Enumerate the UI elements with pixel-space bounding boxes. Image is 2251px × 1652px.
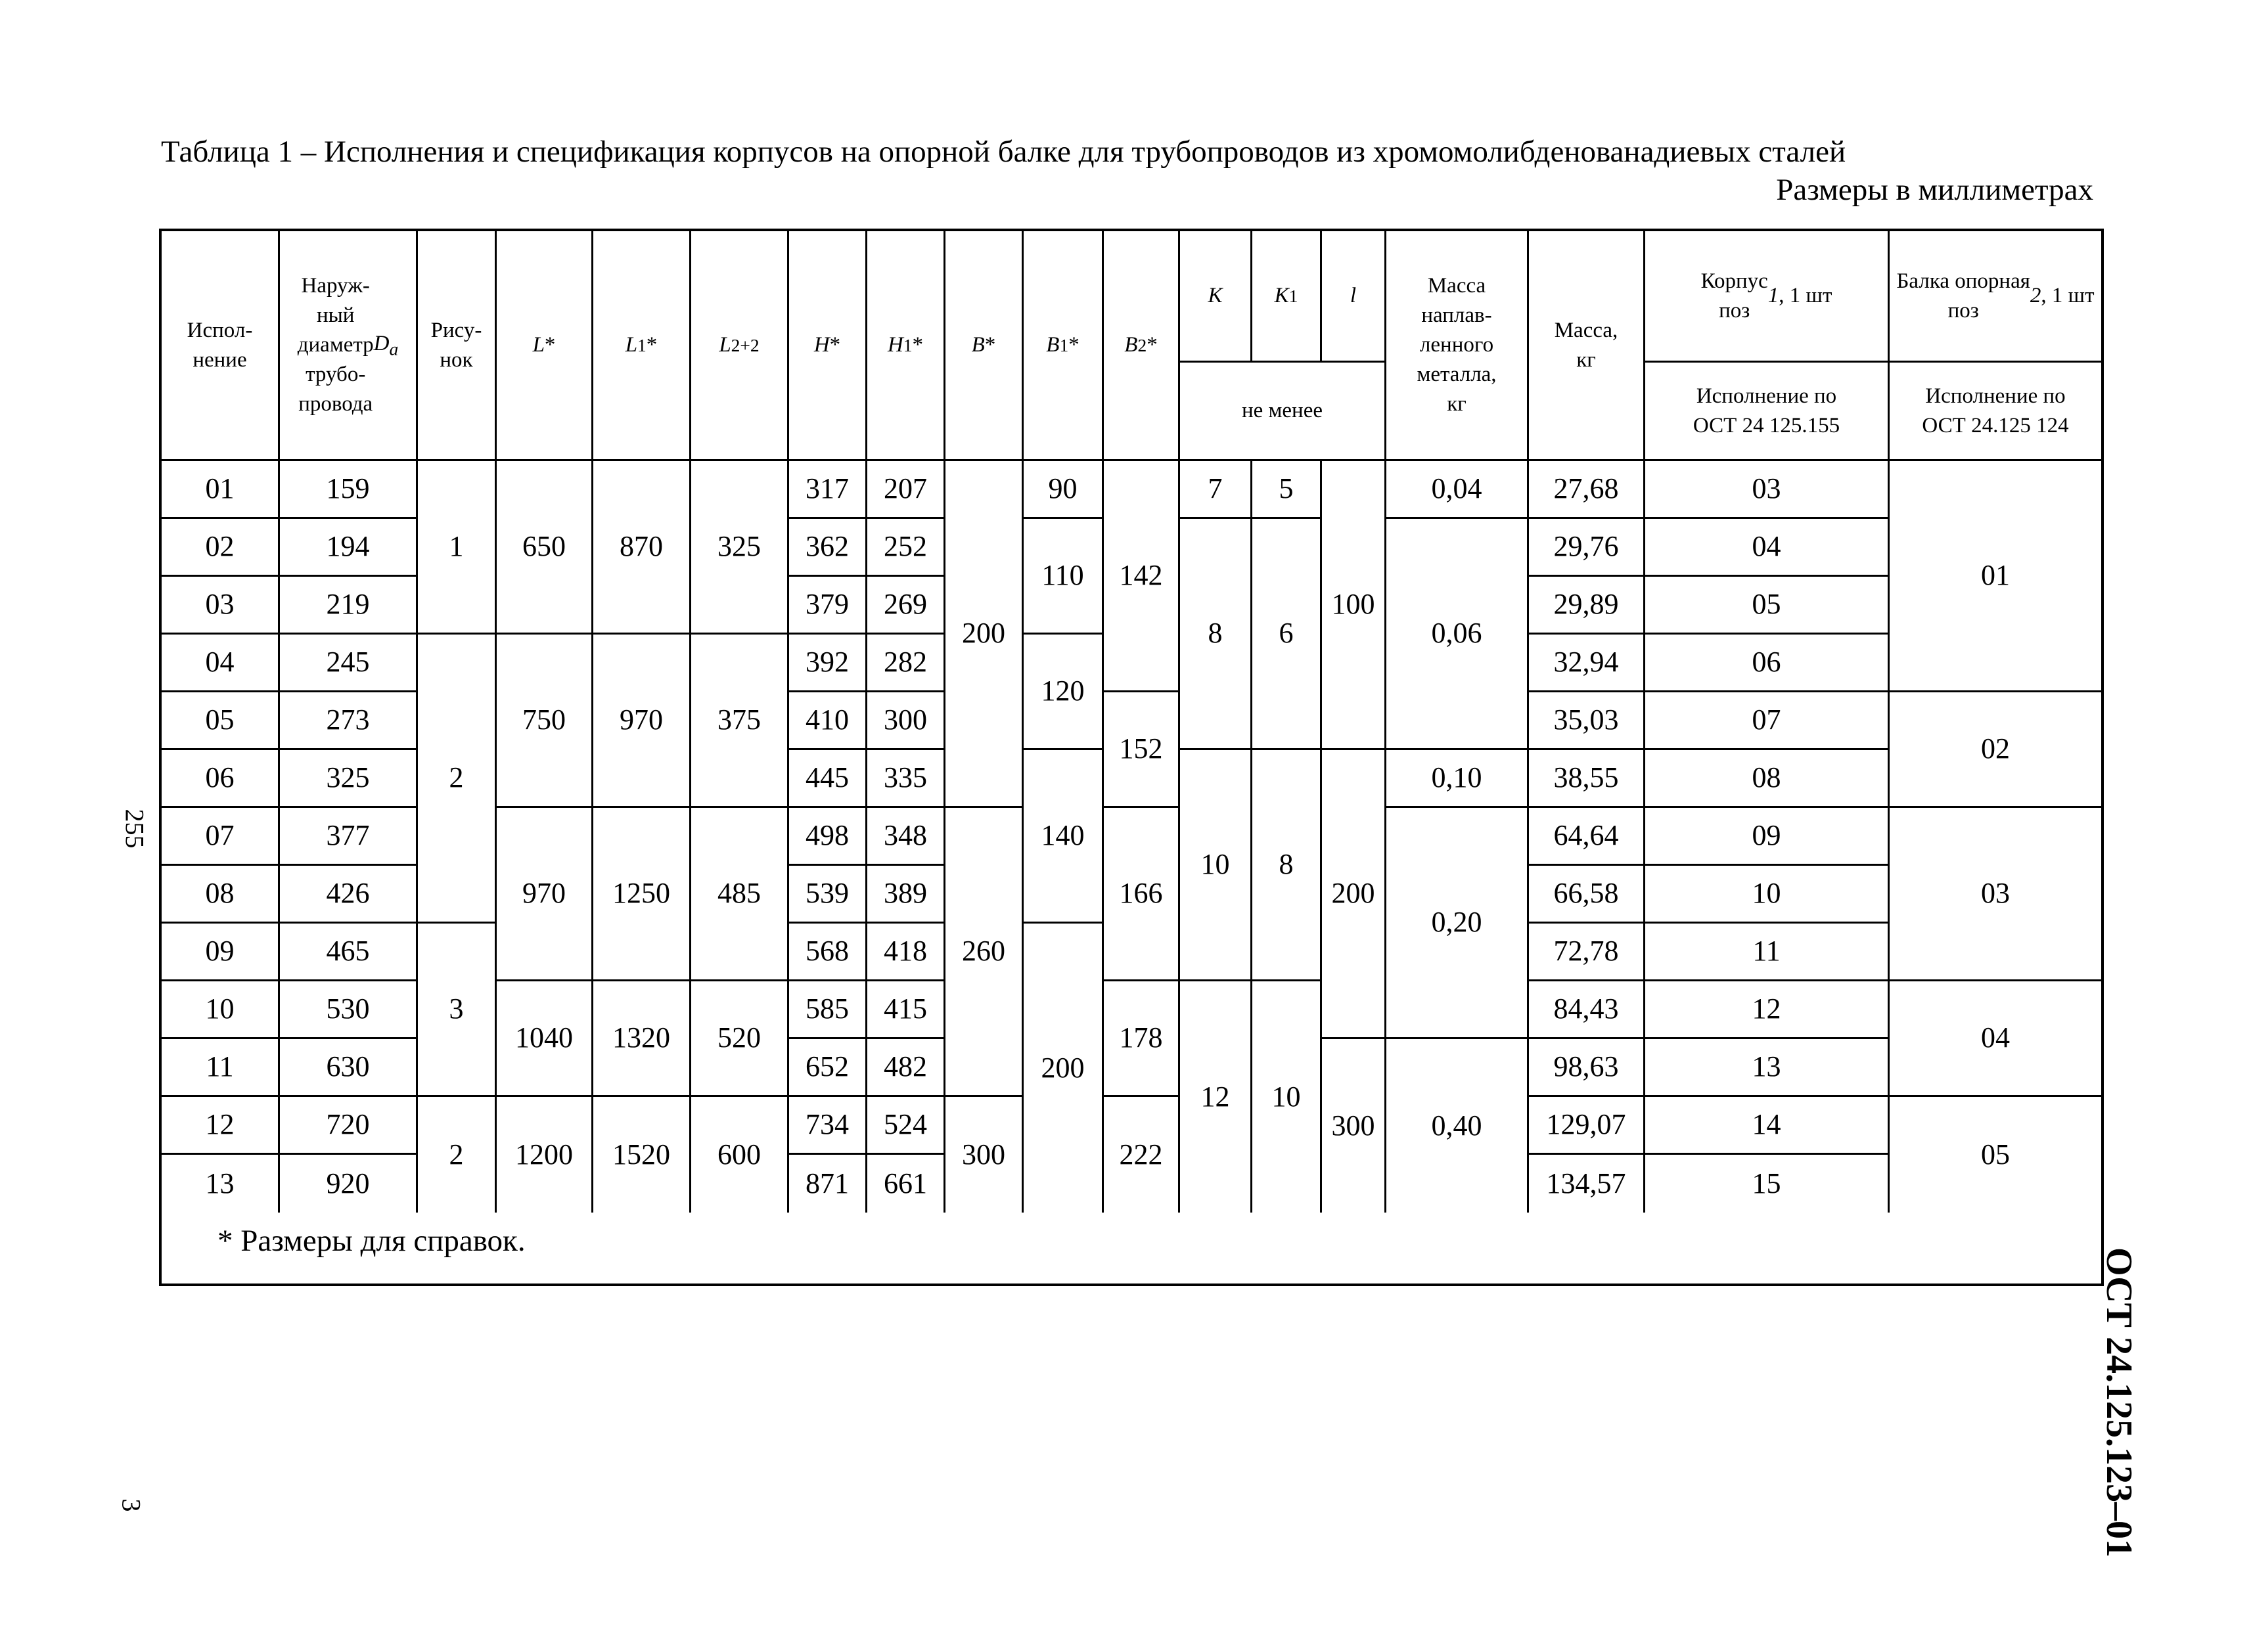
header-H: H *	[789, 231, 867, 461]
cell-ispolnenie: 11	[162, 1039, 280, 1097]
header-H1: H 1 *	[867, 231, 945, 461]
cell-L2: 375	[691, 635, 789, 808]
cell-massa-naplav: 0,04	[1386, 461, 1529, 519]
cell-massa: 29,76	[1529, 519, 1645, 577]
cell-korpus: 06	[1645, 635, 1890, 692]
header-balka: Балка опорная поз 2 , 1 шт	[1890, 231, 2101, 363]
cell-L2: 325	[691, 461, 789, 635]
cell-H: 379	[789, 577, 867, 635]
cell-korpus: 14	[1645, 1097, 1890, 1155]
header-K: K	[1180, 231, 1252, 363]
cell-diameter: 720	[280, 1097, 418, 1155]
cell-massa: 72,78	[1529, 924, 1645, 981]
cell-B1: 120	[1024, 635, 1104, 750]
cell-diameter: 920	[280, 1155, 418, 1213]
header-diameter: Наруж- ный диаметр трубо- провода $D_a$	[280, 231, 418, 461]
cell-H: 445	[789, 750, 867, 808]
cell-diameter: 377	[280, 808, 418, 866]
cell-risunok: 2	[418, 635, 497, 924]
cell-H1: 418	[867, 924, 945, 981]
cell-H: 410	[789, 692, 867, 750]
cell-L2: 485	[691, 808, 789, 981]
cell-H1: 348	[867, 808, 945, 866]
cell-massa: 27,68	[1529, 461, 1645, 519]
cell-korpus: 10	[1645, 866, 1890, 924]
cell-balka: 04	[1890, 981, 2101, 1097]
cell-H1: 282	[867, 635, 945, 692]
cell-massa: 32,94	[1529, 635, 1645, 692]
units-caption: Размеры в миллиметрах	[1776, 173, 2093, 207]
table-cells	[162, 231, 2101, 1284]
cell-L1: 870	[593, 461, 691, 635]
cell-korpus: 07	[1645, 692, 1890, 750]
cell-massa-naplav: 0,06	[1386, 519, 1529, 750]
cell-B1: 200	[1024, 924, 1104, 1213]
cell-ispolnenie: 02	[162, 519, 280, 577]
cell-B2: 166	[1104, 808, 1180, 981]
header-risunok: Рису- нок	[418, 231, 497, 461]
header-balka-sub: Исполнение по ОСТ 24.125 124	[1890, 363, 2101, 461]
cell-korpus: 08	[1645, 750, 1890, 808]
cell-H1: 661	[867, 1155, 945, 1213]
cell-korpus: 05	[1645, 577, 1890, 635]
cell-korpus: 04	[1645, 519, 1890, 577]
header-ne-menee: не менее	[1180, 363, 1386, 461]
cell-H: 362	[789, 519, 867, 577]
cell-B2: 222	[1104, 1097, 1180, 1213]
cell-korpus: 11	[1645, 924, 1890, 981]
header-korpus: Корпус поз 1 , 1 шт	[1645, 231, 1890, 363]
cell-L: 650	[497, 461, 593, 635]
cell-ispolnenie: 03	[162, 577, 280, 635]
cell-ispolnenie: 13	[162, 1155, 280, 1213]
cell-balka: 05	[1981, 1138, 2010, 1171]
cell-H1: 300	[867, 692, 945, 750]
cell-K1: 8	[1252, 750, 1322, 981]
cell-H1: 389	[867, 866, 945, 924]
cell-balka: 01	[1890, 461, 2101, 692]
cell-H: 317	[789, 461, 867, 519]
cell-risunok: 3	[418, 924, 497, 1097]
cell-l: 300	[1322, 1039, 1386, 1213]
cell-korpus: 15	[1645, 1155, 1890, 1213]
cell-ispolnenie: 09	[162, 924, 280, 981]
cell-H: 498	[789, 808, 867, 866]
header-massa: Масса, кг	[1529, 231, 1645, 461]
cell-L: 1200	[497, 1097, 593, 1213]
cell-B1: 110	[1024, 519, 1104, 635]
cell-K1: 5	[1252, 461, 1322, 519]
header-l: l	[1322, 231, 1386, 363]
cell-H1: 252	[867, 519, 945, 577]
cell-balka: 03	[1890, 808, 2101, 981]
cell-korpus: 03	[1645, 461, 1890, 519]
cell-l: 200	[1322, 750, 1386, 1039]
cell-massa: 84,43	[1529, 981, 1645, 1039]
footnote: * Размеры для справок.	[217, 1224, 526, 1258]
cell-massa: 134,57	[1529, 1155, 1645, 1213]
table-title: Таблица 1 – Исполнения и спецификация корпусов на опорной балке для трубопроводов из хромомолибденованадиевых сталей	[161, 135, 1846, 169]
cell-H1: 269	[867, 577, 945, 635]
cell-massa: 64,64	[1529, 808, 1645, 866]
cell-massa-naplav: 0,10	[1386, 750, 1529, 808]
cell-korpus: 09	[1645, 808, 1890, 866]
cell-H: 568	[789, 924, 867, 981]
cell-H1: 415	[867, 981, 945, 1039]
cell-B: 300	[945, 1097, 1024, 1213]
cell-H: 734	[789, 1097, 867, 1155]
document-code: ОСТ 24.125.123–01	[2099, 1247, 2139, 1558]
cell-H: 652	[789, 1039, 867, 1097]
header-korpus-sub: Исполнение по ОСТ 24 125.155	[1645, 363, 1890, 461]
cell-H: 539	[789, 866, 867, 924]
header-K1: K 1	[1252, 231, 1322, 363]
cell-H: 392	[789, 635, 867, 692]
cell-H1: 482	[867, 1039, 945, 1097]
cell-B: 200	[945, 461, 1024, 808]
cell-massa-naplav: 0,40	[1386, 1039, 1529, 1213]
cell-K1: 10	[1252, 981, 1322, 1213]
cell-H1: 335	[867, 750, 945, 808]
cell-ispolnenie: 08	[162, 866, 280, 924]
cell-B2: 142	[1104, 461, 1180, 692]
cell-B1: 140	[1024, 750, 1104, 924]
cell-H1: 524	[867, 1097, 945, 1155]
specification-table	[159, 229, 2104, 1286]
cell-massa: 98,63	[1529, 1039, 1645, 1097]
cell-L2: 600	[691, 1097, 789, 1213]
cell-balka: 02	[1890, 692, 2101, 808]
cell-diameter: 426	[280, 866, 418, 924]
cell-B2: 178	[1104, 981, 1180, 1097]
cell-L: 970	[497, 808, 593, 981]
cell-ispolnenie: 10	[162, 981, 280, 1039]
header-B1: B 1 *	[1024, 231, 1104, 461]
cell-ispolnenie: 07	[162, 808, 280, 866]
cell-B2: 152	[1104, 692, 1180, 808]
cell-massa: 38,55	[1529, 750, 1645, 808]
cell-diameter: 465	[280, 924, 418, 981]
cell-B1: 90	[1024, 461, 1104, 519]
cell-ispolnenie: 05	[162, 692, 280, 750]
cell-korpus: 13	[1645, 1039, 1890, 1097]
cell-L1: 970	[593, 635, 691, 808]
cell-ispolnenie: 12	[162, 1097, 280, 1155]
cell-H: 871	[789, 1155, 867, 1213]
header-L: L *	[497, 231, 593, 461]
cell-risunok: 2	[418, 1097, 497, 1213]
cell-diameter: 194	[280, 519, 418, 577]
cell-l: 100	[1322, 461, 1386, 750]
page-number: 3	[116, 1498, 147, 1512]
header-massa-naplav: Масса наплав- ленного металла, кг	[1386, 231, 1529, 461]
cell-korpus: 12	[1645, 981, 1890, 1039]
header-B2: B 2 *	[1104, 231, 1180, 461]
cell-diameter: 219	[280, 577, 418, 635]
cell-B: 260	[945, 808, 1024, 1097]
cell-massa-naplav: 0,20	[1386, 808, 1529, 1039]
cell-K: 8	[1180, 519, 1252, 750]
cell-H1: 207	[867, 461, 945, 519]
cell-H: 585	[789, 981, 867, 1039]
cell-massa: 35,03	[1529, 692, 1645, 750]
cell-L1: 1250	[593, 808, 691, 981]
cell-L1: 1320	[593, 981, 691, 1097]
cell-diameter: 630	[280, 1039, 418, 1097]
header-L1: L 1 *	[593, 231, 691, 461]
cell-diameter: 325	[280, 750, 418, 808]
header-ispolnenie: Испол- нение	[162, 231, 280, 461]
cell-massa: 29,89	[1529, 577, 1645, 635]
cell-K: 7	[1180, 461, 1252, 519]
cell-ispolnenie: 04	[162, 635, 280, 692]
cell-K: 10	[1180, 750, 1252, 981]
cell-L: 750	[497, 635, 593, 808]
side-number: 255	[120, 809, 150, 849]
cell-K: 12	[1180, 981, 1252, 1213]
cell-diameter: 273	[280, 692, 418, 750]
cell-massa: 66,58	[1529, 866, 1645, 924]
cell-K1: 6	[1252, 519, 1322, 750]
cell-L1: 1520	[593, 1097, 691, 1213]
cell-diameter: 530	[280, 981, 418, 1039]
cell-L2: 520	[691, 981, 789, 1097]
cell-diameter: 245	[280, 635, 418, 692]
cell-diameter: 159	[280, 461, 418, 519]
cell-ispolnenie: 06	[162, 750, 280, 808]
cell-L: 1040	[497, 981, 593, 1097]
header-B: B *	[945, 231, 1024, 461]
cell-ispolnenie: 01	[162, 461, 280, 519]
header-L2: L 2 +2	[691, 231, 789, 461]
cell-risunok: 1	[418, 461, 497, 635]
cell-massa: 129,07	[1529, 1097, 1645, 1155]
